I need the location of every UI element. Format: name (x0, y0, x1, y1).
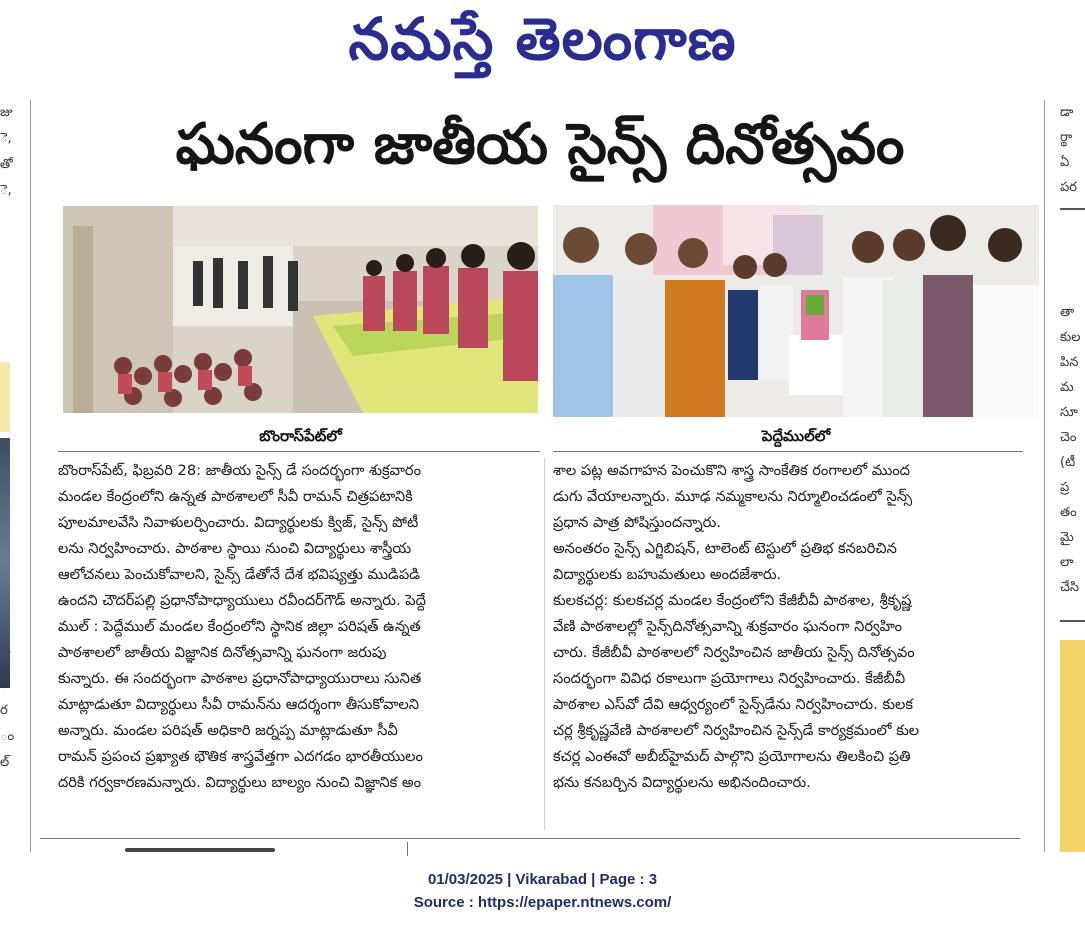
article-column-2 (553, 458, 1023, 796)
article-text-line: భను కనబర్చిన విద్యార్థులను అభినందించారు. (553, 774, 811, 791)
article-text-line: ఆలోచనలు పెంచుకోవాలని, సైన్స్ డేతోనే దేశ భవిష్యత్తు ముడిపడి (58, 566, 421, 583)
article-text-line: పాఠశాల ఎస్‌వో దేవి ఆధ్వర్యంలో సైన్స్‌డేను నిర్వహించారు. కులక (553, 696, 914, 713)
article-text-line: లను నిర్వహించారు. పాఠశాల స్థాయి నుంచి విద్యార్థులు శాస్త్రీయ (58, 540, 412, 557)
article-text-line: చర్ల శ్రీకృష్ణవేణి పాఠశాలలో నిర్వహించిన సైన్స్‌డే కార్యక్రమంలో కుల (553, 722, 920, 739)
clipping-fragment: ర్థా (1060, 130, 1073, 145)
photo-caption-bomraspet: బొంరాస్‌పేట్‌లో (259, 427, 342, 445)
clipping-fragment (1060, 250, 1085, 275)
article-text-line: పాఠశాలలో జాతీయ విజ్ఞానిక దినోత్సవాన్ని ఘనంగా జరుపు (58, 644, 387, 661)
right-clipping-divider (1060, 208, 1085, 210)
clipping-fragment: ర (0, 703, 8, 718)
clipping-fragment: పిన (1060, 355, 1079, 370)
clipping-fragment (0, 256, 12, 282)
next-article-clipped-band (40, 842, 1025, 856)
clipping-fragment (0, 204, 12, 230)
left-clipping-photo (0, 438, 10, 688)
caption-rule-right (553, 451, 1023, 452)
clipping-fragment: జు (0, 105, 13, 120)
article-text-line: కున్నారు. ఈ సందర్భంగా పాఠశాల ప్రధానోపాధ్యాయురాలు సునిత (58, 670, 422, 687)
clipping-fragment: మై (1060, 530, 1074, 545)
article-text-line: రామన్ ప్రపంచ ప్రఖ్యాత భౌతిక శాస్త్రవేత్తగా ఎదగడం భారతీయులం (58, 748, 423, 765)
article-text-line: పూలమాలవేసి నివాళులర్పించారు. విద్యార్థులకు క్విజ్, సైన్స్ పోటీ (58, 514, 419, 531)
clipping-fragment: ప్ర (1060, 480, 1070, 495)
clipping-fragment: సూ (1060, 405, 1078, 420)
photo-bomraspet-students (63, 206, 538, 413)
clipping-fragment: తో (0, 157, 13, 172)
newspaper-masthead: నమస్తే తెలంగాణ (348, 5, 737, 73)
article-text-line: ముల్ : పెద్దేముల్ మండల కేంద్రంలోని స్థానిక జిల్లా పరిషత్ ఉన్నత (58, 618, 421, 635)
left-adjacent-article-clipping (0, 100, 15, 852)
article-text-line: శాల పట్ల అవగాహన పెంచుకొని శాస్త్ర సాంకేతిక రంగాలలో ముంద (553, 462, 910, 479)
right-clipping-divider (1060, 620, 1085, 622)
article-text-line: విద్యార్థులకు బహుమతులు అందజేశారు. (553, 566, 782, 583)
clipping-fragment: ల్ (0, 755, 10, 770)
clipping-fragment: కుల (1060, 330, 1081, 345)
clipping-fragment (0, 308, 12, 334)
article-text-line: దరికి గర్వకారణమన్నారు. విద్యార్థులు బాల్యం నుంచి విజ్ఞానిక అం (58, 774, 421, 791)
left-clipping-yellow-block (0, 362, 10, 432)
clipping-fragment: (టీ (1060, 455, 1076, 470)
clipping-fragment: ె, (0, 183, 12, 198)
clipping-fragment: ె, (0, 131, 12, 146)
clipping-fragment: తం (1060, 505, 1077, 520)
right-clipping-text (1060, 100, 1085, 600)
article-text-line: చారు. కేజీబీవీ పాఠశాలలో నిర్వహించిన జాతీయ సైన్స్ దినోత్సవం (553, 644, 915, 661)
clipping-fragment (1060, 225, 1085, 250)
clipping-fragment: ం (0, 729, 15, 744)
right-column-rule (1044, 100, 1045, 852)
photo-caption-peddemul: పెద్దేముల్‌లో (761, 427, 831, 445)
article-text-line: అన్నారు. మండల పరిషత్ అధికారి జర్నప్ప మాట్లాడుతూ సీవీ (58, 722, 398, 739)
clipped-column-rule (407, 842, 408, 856)
clipping-fragment (0, 282, 12, 308)
clipping-fragment: మ (1060, 380, 1074, 395)
clipping-fragment (0, 334, 12, 360)
left-column-rule (30, 100, 31, 852)
source-url-credit[interactable]: Source : https://epaper.ntnews.com/ (413, 894, 672, 911)
article-text-line: బొంరాస్‌పేట్, ఫిబ్రవరి 28: జాతీయ సైన్స్ డే సందర్భంగా శుక్రవారం (58, 462, 421, 479)
article-text-line: సందర్భంగా వివిధ రకాలుగా ప్రయోగాలు నిర్వహించారు. కేజీబీవీ (553, 670, 906, 687)
column-separator (544, 458, 545, 830)
article-text-line: అనంతరం సైన్స్ ఎగ్జిబిషన్, టాలెంట్ టెస్టులో ప్రతిభ కనబరిచిన (553, 540, 897, 557)
clipping-fragment: చేసి (1060, 580, 1080, 595)
clipping-fragment: ఏ (1060, 155, 1070, 170)
date-edition-page-credit: 01/03/2025 | Vikarabad | Page : 3 (427, 871, 658, 888)
article-text-line: వేణి పాఠశాలల్లో సైన్స్‌దినోత్సవాన్ని శుక్రవారం ఘనంగా నిర్వహిం (553, 618, 903, 635)
clipping-fragment: లా (1060, 555, 1074, 570)
clipping-fragment (1060, 275, 1085, 300)
article-text-line: కులకచర్ల: కులకచర్ల మండల కేంద్రంలోని కేజీబీవీ పాఠశాల, శ్రీకృష్ణ (553, 592, 912, 609)
article-text-line: ఉందని చౌదర్‌పల్లి ప్రధానోపాధ్యాయులు రవీందర్‌గౌడ్ అన్నారు. పెద్దే (58, 592, 426, 609)
article-column-1 (58, 458, 540, 796)
clipping-fragment: డా (1060, 105, 1074, 120)
article-text-line: ప్రధాన పాత్ర పోషిస్తుందన్నారు. (553, 514, 721, 531)
clipping-fragment (0, 230, 12, 256)
caption-rule-left (58, 451, 540, 452)
clipping-fragment: తా (1060, 305, 1075, 320)
article-text-line: డుగు వేయాలన్నారు. మూఢ నమ్మకాలను నిర్మూలించడంలో సైన్స్ (553, 488, 913, 505)
right-adjacent-article-clipping (1060, 100, 1085, 852)
article-headline: ఘనంగా జాతీయ సైన్స్ దినోత్సవం (175, 112, 905, 177)
article-text-line: కచర్ల ఎంఈవో అబీబ్‌హైమద్ పాల్గొని ప్రయోగాలను తిలకించి ప్రతి (553, 748, 911, 765)
clipping-fragment: పర (1060, 180, 1077, 195)
article-text-line: మండల కేంద్రంలోని ఉన్నత పాఠశాలలో సీవీ రామన్ చిత్రపటానికి (58, 488, 413, 505)
photo-peddemul-science-day (553, 205, 1039, 417)
footer-rule (40, 838, 1020, 839)
clipped-text-mark (125, 848, 275, 852)
article-text-line: మాట్లాడుతూ విద్యార్థులు సీవీ రామన్‌ను ఆదర్శంగా తీసుకోవాలని (58, 696, 420, 713)
clipping-fragment (1060, 200, 1085, 225)
clipping-fragment: చెం (1060, 430, 1077, 445)
right-clipping-yellow-ad (1060, 640, 1085, 852)
